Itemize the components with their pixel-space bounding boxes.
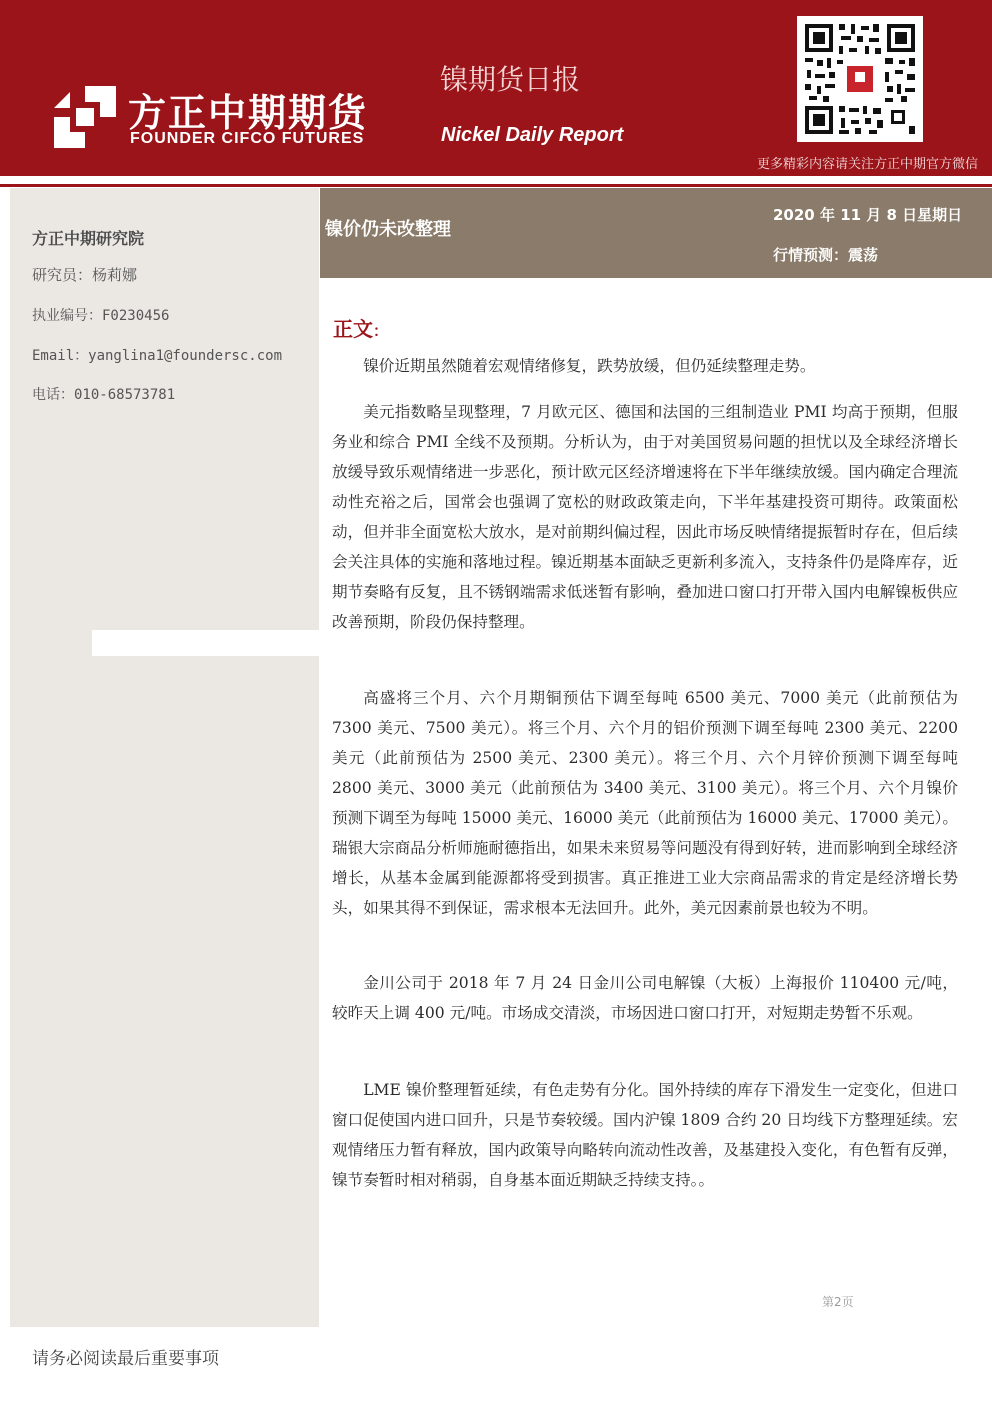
paragraph: 高盛将三个月、六个月期铜预估下调至每吨 6500 美元、7000 美元（此前预估为 7300 美元、7500 美元）。将三个月、六个月的铝价预测下调至每吨 2300 美元、2200 美元（此前预估为 2500 美元、2300 美元）。将三个月、六个月锌价预测下调至每吨 2800 美元、3000 美元（此前预估为 3400 美元、3100 美元）。将三个月、六个月镍价预测下调至为每吨 15000 美元、16000 美元（此前预估为 16000 美元、17000 美元）。瑞银大宗商品分析师施耐德指出，如果未来贸易等问题没有得到好转，进而影响到全球经济增长，从基本金属到能源都将受到损害。真正推进工业大宗商品需求的肯定是经济增长势头，如果其得不到保证，需求根本无法回升。此外，美元因素前景也较为不明。 [332, 689, 958, 917]
wechat-qr-code [797, 16, 923, 142]
header-divider [0, 176, 992, 184]
research-institute: 方正中期研究院 [32, 229, 145, 248]
section-heading-colon: ： [373, 322, 389, 340]
sidebar-gap [92, 630, 320, 656]
paragraph: LME 镍价整理暂延续，有色走势有分化。国外持续的库存下滑发生一定变化，但进口窗口促使国内进口回升，只是节奏较缓。国内沪镍 1809 合约 20 日均线下方整理延续。宏观情绪压力暂有释放，国内政策导向略转向流动性改善，及基建投入变化，有色暂有反弹，镍节奏暂时相对稍弱，自身基本面近期缺乏持续支持。。 [332, 1081, 958, 1189]
section-heading [333, 313, 388, 342]
report-header [0, 0, 992, 176]
paragraph: 金川公司于 2018 年 7 月 24 日金川公司电解镍（大板）上海报价 110400 元/吨，较昨天上调 400 元/吨。市场成交清淡，市场因进口窗口打开，对短期走势暂不乐观。 [332, 974, 958, 1022]
researcher-name: 研究员：杨莉娜 [32, 266, 138, 284]
qr-code-icon [797, 16, 923, 142]
header-divider-red [0, 184, 992, 187]
license-number: 执业编号：F0230456 [32, 308, 170, 324]
author-phone: 电话：010-68573781 [32, 387, 176, 403]
founder-logo-icon [54, 86, 116, 148]
market-forecast: 行情预测：震荡 [773, 246, 879, 264]
report-title-en: Nickel Daily Report [441, 124, 624, 146]
report-title-cn: 镍期货日报 [440, 63, 581, 96]
page-number: 第2页 [822, 1295, 854, 1309]
section-heading-label: 正文 [333, 317, 373, 341]
paragraph: 美元指数略呈现整理，7 月欧元区、德国和法国的三组制造业 PMI 均高于预期，但服务业和综合 PMI 全线不及预期。分析认为，由于对美国贸易问题的担忧以及全球经济增长放缓导致乐观情绪进一步恶化，预计欧元区经济增速将在下半年继续放缓。国内确定合理流动性充裕之后，国常会也强调了宽松的财政政策走向，下半年基建投资可期待。政策面松动，但并非全面宽松大放水，是对前期纠偏过程，因此市场反映情绪提振暂时存在，但后续会关注具体的实施和落地过程。镍近期基本面缺乏更新利多流入，支持条件仍是降库存，近期节奏略有反复，且不锈钢端需求低迷暂有影响，叠加进口窗口打开带入国内电解镍板供应改善预期，阶段仍保持整理。 [332, 403, 958, 631]
disclaimer-note: 请务必阅读最后重要事项 [32, 1349, 219, 1369]
report-date: 2020 年 11 月 8 日星期日 [773, 206, 963, 224]
qr-caption: 更多精彩内容请关注方正中期官方微信 [756, 157, 978, 172]
author-email[interactable]: Email：yanglina1@foundersc.com [32, 348, 283, 364]
paragraph: 镍价近期虽然随着宏观情绪修复，跌势放缓，但仍延续整理走势。 [363, 357, 816, 375]
company-name-en: FOUNDER CIFCO FUTURES [130, 130, 365, 147]
article-title: 镍价仍未改整理 [325, 219, 451, 240]
company-name-cn: 方正中期期货 [128, 91, 369, 135]
